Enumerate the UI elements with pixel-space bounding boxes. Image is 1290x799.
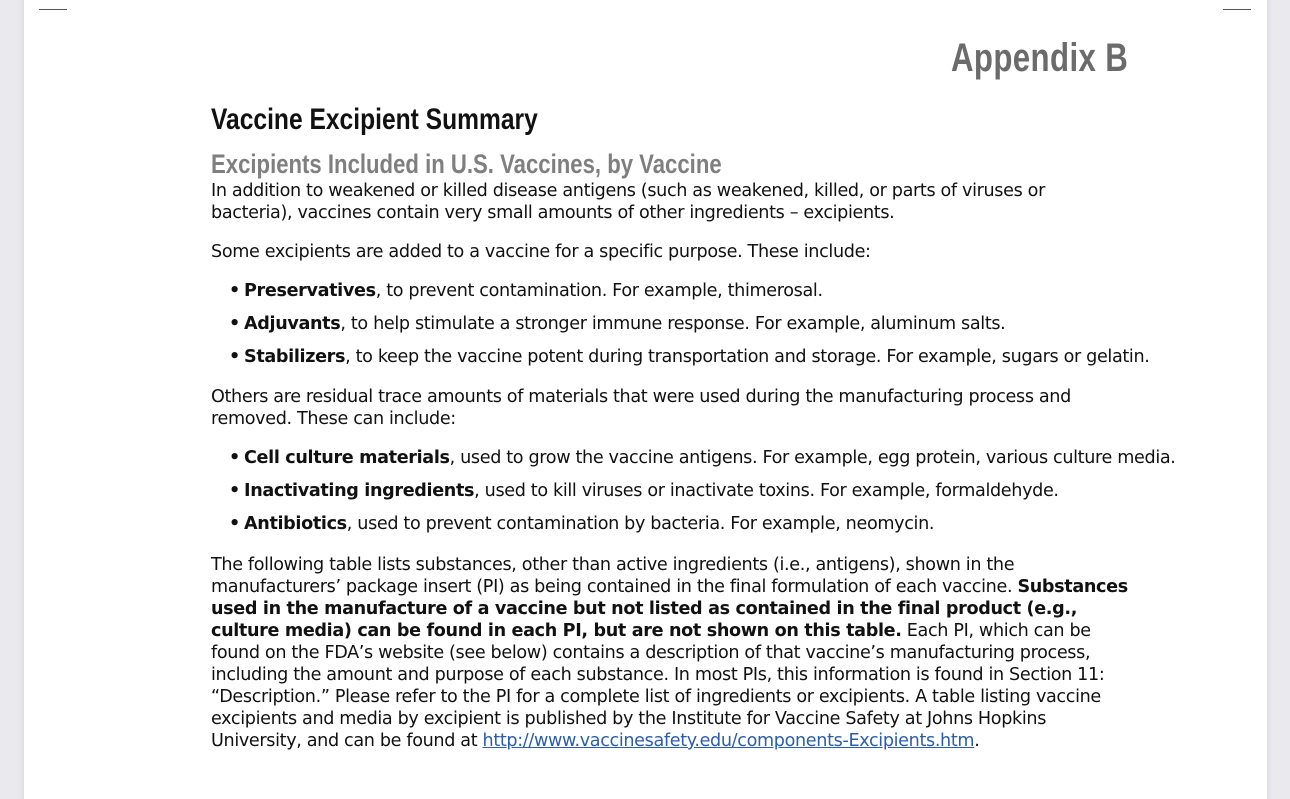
list-item-term: Cell culture materials: [244, 448, 450, 468]
vaccinesafety-link[interactable]: http://www.vaccinesafety.edu/components-Excipients.htm: [482, 731, 975, 751]
list-item-text: , to prevent contamination. For example, thimerosal.: [375, 281, 823, 301]
final-paragraph-text-2: Each PI, which can be found on the FDA’s website (see below) contains a description of that vaccine’s manufacturing process, including the amount and purpose of each substance. In most PIs, this information is found in Section 11: “Description.” Please refer to the PI for a complete list of ingredients or excipients. A table listing vaccine excipients and media by excipient is published by the Institute for Vaccine Safety at Johns Hopkins University, and can be found at: [211, 621, 1105, 751]
list-item-text: , used to prevent contamination by bacteria. For example, neomycin.: [346, 514, 935, 534]
list-item-term: Antibiotics: [244, 514, 347, 534]
crop-mark-left: [39, 9, 67, 10]
intro-paragraph: In addition to weakened or killed disease antigens (such as weakened, killed, or parts of viruses or bacteria), vaccines contain very small amounts of other ingredients – excipients.: [211, 181, 1045, 223]
list-item-text: , to keep the vaccine potent during transportation and storage. For example, sugars or gelatin.: [345, 347, 1150, 367]
list-item: [211, 513, 1131, 535]
page-title: Vaccine Excipient Summary: [211, 103, 538, 136]
final-paragraph-end: .: [974, 731, 980, 751]
purpose-intro-paragraph: Some excipients are added to a vaccine for a specific purpose. These include:: [211, 242, 871, 262]
bullet-icon: •: [229, 281, 240, 301]
list-item-text: , used to kill viruses or inactivate toxins. For example, formaldehyde.: [474, 481, 1059, 501]
final-paragraph-text: The following table lists substances, other than active ingredients (i.e., antigens), shown in the manufacturers’ package insert (PI) as being contained in the final formulation of each vaccine.: [211, 555, 1018, 597]
residual-intro-paragraph: Others are residual trace amounts of materials that were used during the manufacturing process and removed. These can include:: [211, 387, 1071, 429]
list-item: [211, 447, 1176, 469]
list-item-text: , to help stimulate a stronger immune response. For example, aluminum salts.: [340, 314, 1006, 334]
crop-mark-right: [1223, 9, 1251, 10]
purpose-list: [211, 280, 1150, 368]
final-paragraph: [211, 554, 1131, 752]
bullet-icon: •: [229, 314, 240, 334]
appendix-label: Appendix B: [950, 36, 1128, 80]
list-item-term: Stabilizers: [244, 347, 346, 367]
list-item: [211, 480, 1131, 502]
list-item-term: Adjuvants: [244, 314, 341, 334]
list-item-text: , used to grow the vaccine antigens. For example, egg protein, various culture media.: [449, 448, 1176, 468]
bullet-icon: •: [229, 481, 240, 501]
residual-list: [211, 447, 1176, 535]
list-item: [211, 346, 1150, 368]
document-content: [211, 100, 1176, 752]
list-item: [211, 280, 1131, 302]
bullet-icon: •: [229, 514, 240, 534]
bullet-icon: •: [229, 448, 240, 468]
section-subtitle: Excipients Included in U.S. Vaccines, by Vaccine: [211, 149, 722, 179]
final-paragraph-bold: Substances used in the manufacture of a vaccine but not listed as contained in the final product (e.g., culture media) can be found in each PI, but are not shown on this table.: [211, 577, 1128, 641]
list-item-term: Preservatives: [244, 281, 376, 301]
bullet-icon: •: [229, 347, 240, 367]
list-item-term: Inactivating ingredients: [244, 481, 475, 501]
list-item: [211, 313, 1131, 335]
